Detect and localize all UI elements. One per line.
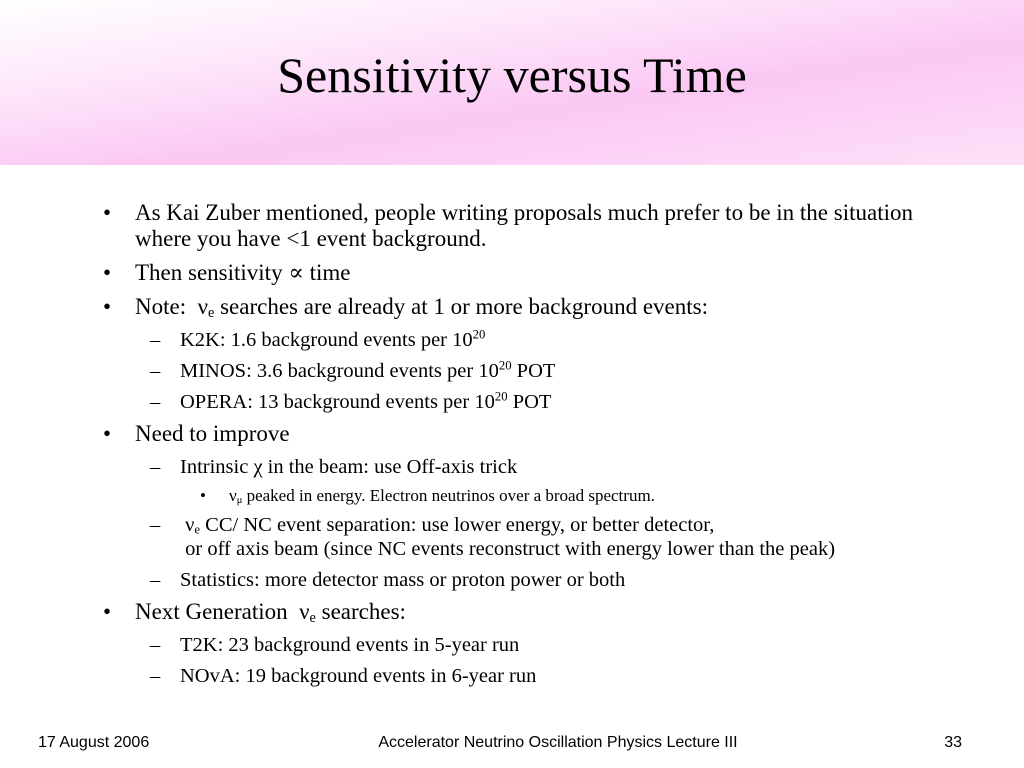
dash-marker: –	[150, 391, 161, 413]
sub-bullet-text-line2: or off axis beam (since NC events reconstruct with energy lower than the peak)	[180, 538, 836, 560]
superscript-20: 20	[498, 358, 512, 373]
pot-text: POT	[507, 391, 552, 413]
dash-marker: –	[150, 360, 161, 382]
sub-bullet-text-line1: CC/ NC event separation: use lower energy, or better detector,	[200, 514, 715, 536]
bullet-kai-zuber	[0, 200, 935, 252]
bullet-text-post: searches are already at 1 or more background events:	[214, 294, 708, 319]
sub-sub-bullet-text: peaked in energy. Electron neutrinos over a broad spectrum.	[242, 486, 655, 505]
sub-bullet-cc-nc	[0, 513, 950, 561]
slide-body	[0, 200, 1024, 695]
sub-bullet-text: NOvA: 19 background events in 6-year run	[180, 665, 537, 687]
nu-symbol: ν	[185, 514, 195, 536]
sub-bullet-intrinsic	[0, 455, 950, 479]
superscript-20: 20	[472, 327, 486, 342]
subscript-e: e	[194, 522, 201, 537]
dash-marker: –	[150, 329, 161, 351]
sub-bullet-minos	[0, 359, 950, 383]
bullet-text: Need to improve	[135, 421, 290, 446]
dash-marker: –	[150, 634, 161, 656]
sub-bullet-opera	[0, 390, 950, 414]
bullet-next-generation	[0, 599, 935, 625]
sub-bullet-t2k	[0, 633, 950, 657]
dash-marker: –	[150, 514, 161, 536]
bullet-marker: •	[103, 260, 112, 285]
bullet-need-to-improve	[0, 421, 935, 447]
footer-title: Accelerator Neutrino Oscillation Physics Lecture III	[378, 734, 738, 751]
subscript-e: e	[309, 609, 316, 626]
bullet-text-pre: Note:	[135, 294, 198, 319]
bullet-marker: •	[103, 599, 112, 624]
slide-title: Sensitivity versus Time	[277, 47, 747, 103]
bullet-marker: •	[200, 486, 206, 505]
dash-marker: –	[150, 456, 161, 478]
bullet-marker: •	[103, 294, 112, 319]
nu-symbol: ν	[197, 294, 209, 319]
sub-bullet-text: T2K: 23 background events in 5-year run	[180, 634, 520, 656]
bullet-marker: •	[103, 421, 112, 446]
bullet-text: As Kai Zuber mentioned, people writing proposals much prefer to be in the situation where you have <1 event background.	[135, 200, 913, 251]
bullet-text-post: searches:	[315, 599, 406, 624]
sub-bullet-k2k	[0, 328, 950, 352]
bullet-text: Then sensitivity ∝ time	[135, 260, 351, 285]
sub-bullet-nova	[0, 664, 950, 688]
bullet-marker: •	[103, 200, 112, 225]
sub-sub-bullet-numu	[0, 486, 949, 506]
bullet-note	[0, 294, 935, 320]
superscript-20: 20	[494, 389, 508, 404]
sub-bullet-text: MINOS: 3.6 background events per 10	[180, 360, 499, 382]
sub-bullet-statistics	[0, 568, 950, 592]
dash-marker: –	[150, 569, 161, 591]
nu-symbol: ν	[229, 486, 237, 505]
footer-page-number: 33	[944, 734, 962, 751]
sub-bullet-text: Intrinsic χ in the beam: use Off-axis trick	[180, 456, 518, 478]
sub-bullet-text: OPERA: 13 background events per 10	[180, 391, 495, 413]
nu-symbol: ν	[299, 599, 310, 624]
sub-bullet-text: K2K: 1.6 background events per 10	[180, 329, 473, 351]
footer-date: 17 August 2006	[38, 734, 150, 751]
bullet-text-pre: Next Generation	[135, 599, 300, 624]
pot-text: POT	[511, 360, 556, 382]
bullet-sensitivity	[0, 260, 935, 286]
sub-bullet-text: Statistics: more detector mass or proton power or both	[180, 569, 626, 591]
subscript-mu: μ	[236, 495, 243, 507]
subscript-e: e	[208, 304, 215, 321]
dash-marker: –	[150, 665, 161, 687]
